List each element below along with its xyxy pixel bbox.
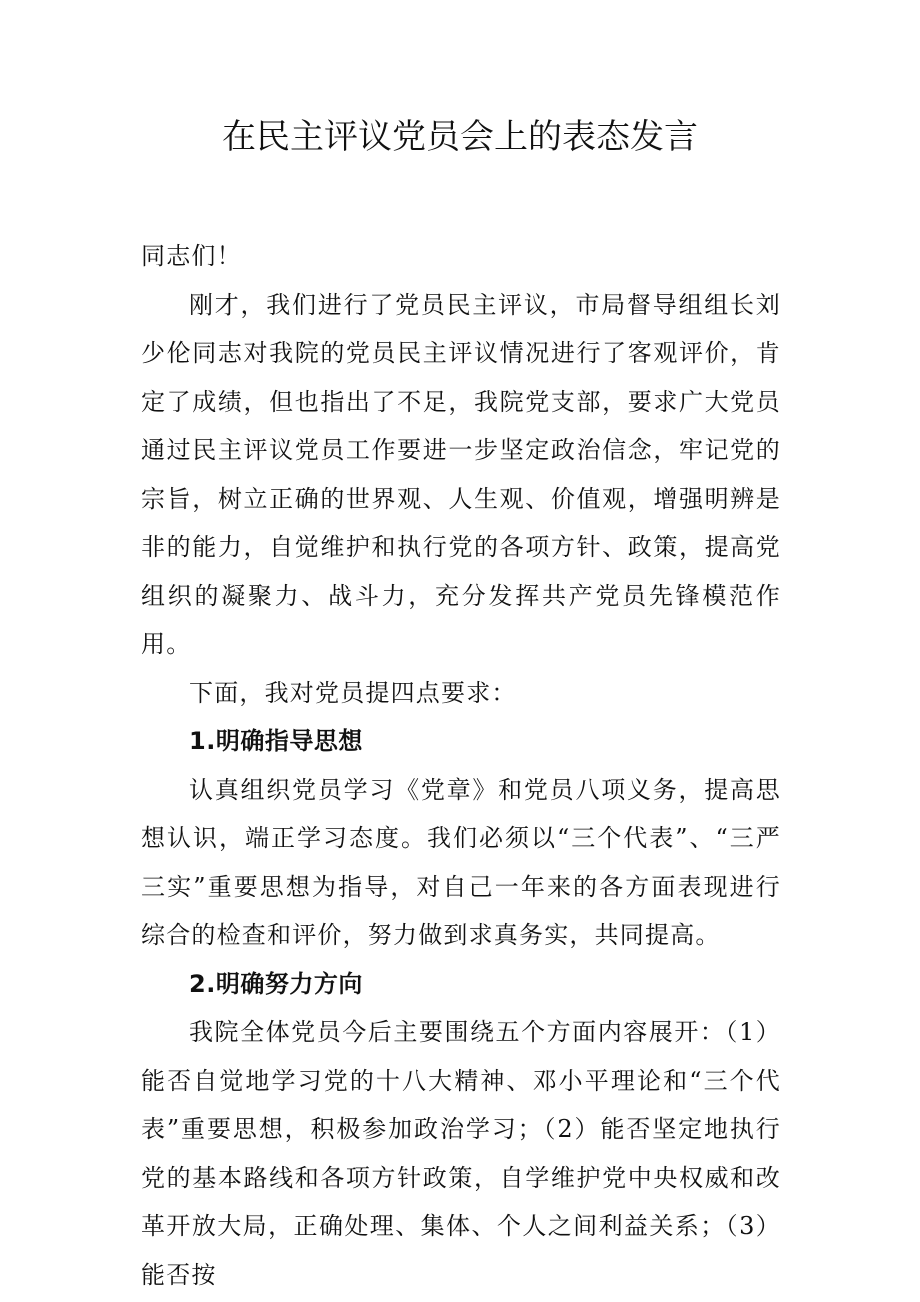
section-heading-1: 1.明确指导思想 <box>189 727 363 755</box>
paragraph-requirements-intro: 下面，我对党员提四点要求： <box>189 678 517 707</box>
document-body <box>141 232 781 1299</box>
salutation: 同志们！ <box>141 242 242 270</box>
paragraph-effort-direction: 我院全体党员今后主要围绕五个方面内容展开：（1）能否自觉地学习党的十八大精神、邓小平理论和“三个代表”重要思想，积极参加政治学习；（2）能否坚定地执行党的基本路线和各项方针政策，自学维护党中央权威和改革开放大局，正确处理、集体、个人之间利益关系；（3）能否按 <box>141 1018 781 1289</box>
paragraph-guiding-thought: 认真组织党员学习《党章》和党员八项义务，提高思想认识，端正学习态度。我们必须以“三个代表”、“三严三实”重要思想为指导，对自己一年来的各方面表现进行综合的检查和评价，努力做到求真务实，共同提高。 <box>141 775 781 949</box>
document-title: 在民主评议党员会上的表态发言 <box>222 117 698 157</box>
section-heading-2: 2.明确努力方向 <box>189 969 363 998</box>
paragraph-opening: 刚才，我们进行了党员民主评议，市局督导组组长刘少伦同志对我院的党员民主评议情况进行了客观评价，肯定了成绩，但也指出了不足，我院党支部，要求广大党员通过民主评议党员工作要进一步坚定政治信念，牢记党的宗旨，树立正确的世界观、人生观、价值观，增强明辨是非的能力，自觉维护和执行党的各项方针、政策，提高党组织的凝聚力、战斗力，充分发挥共产党员先锋模范作用。 <box>141 290 781 658</box>
